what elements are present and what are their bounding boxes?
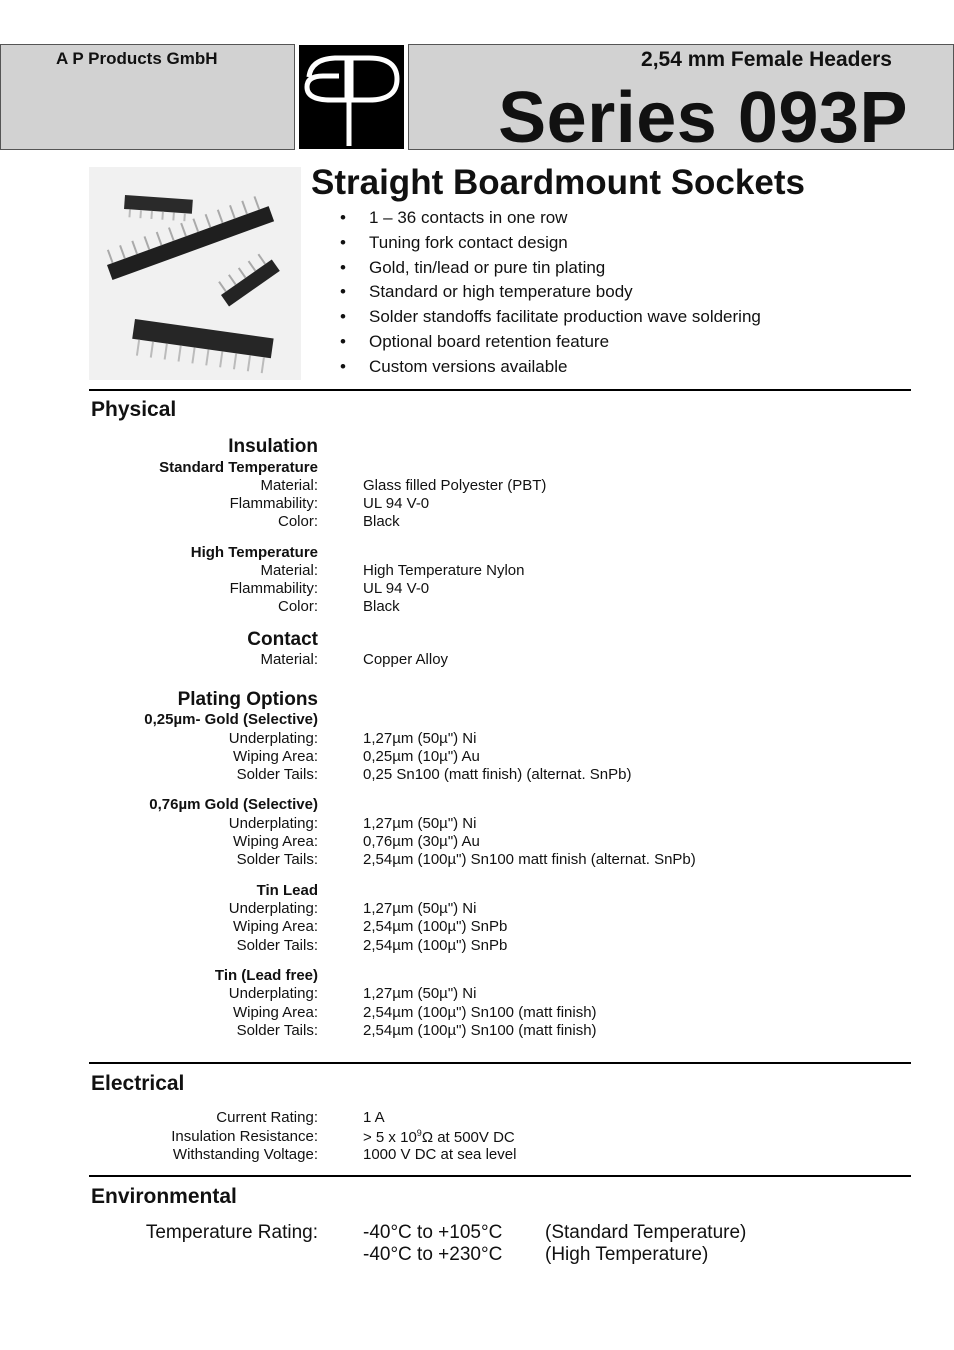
product-photo xyxy=(89,167,301,380)
list-item xyxy=(340,330,761,355)
spec-label: Underplating: xyxy=(228,985,318,1002)
section-title-electrical: Electrical xyxy=(91,1072,185,1095)
bullet-icon: • xyxy=(340,232,346,252)
spec-label: Material: xyxy=(260,477,318,494)
product-subtitle: 2,54 mm Female Headers xyxy=(641,48,892,71)
resistance-exponent: 9 xyxy=(416,1128,422,1138)
current-rating-label: Current Rating: xyxy=(216,1109,318,1126)
list-item xyxy=(340,280,761,305)
section-divider xyxy=(89,1175,911,1177)
spec-label: Color: xyxy=(277,513,318,530)
spec-value: 1,27µm (50µ") Ni xyxy=(363,900,477,917)
spec-value: 0,76µm (30µ") Au xyxy=(363,833,480,850)
standard-temp-heading: Standard Temperature xyxy=(159,459,318,476)
section-title-physical: Physical xyxy=(91,398,177,421)
temperature-range: -40°C to +230°C xyxy=(363,1244,503,1265)
insulation-resistance-label: Insulation Resistance: xyxy=(171,1128,318,1145)
feature-text: Tuning fork contact design xyxy=(369,232,568,252)
feature-list xyxy=(340,206,761,380)
spec-value: 0,25µm (10µ") Au xyxy=(363,748,480,765)
spec-value: Copper Alloy xyxy=(363,651,449,668)
spec-label: Flammability: xyxy=(229,580,318,597)
section-divider xyxy=(89,389,911,391)
feature-text: 1 – 36 contacts in one row xyxy=(369,208,568,227)
list-item xyxy=(340,305,761,330)
feature-text: Solder standoffs facilitate production wave soldering xyxy=(369,307,761,327)
list-item xyxy=(340,256,761,281)
spec-label: Wiping Area: xyxy=(232,748,318,765)
spec-label: Underplating: xyxy=(228,815,318,832)
spec-label: Material: xyxy=(260,562,318,579)
spec-label: Wiping Area: xyxy=(232,918,318,935)
spec-label: Flammability: xyxy=(229,495,318,512)
current-rating-value: 1 A xyxy=(363,1109,385,1126)
spec-label: Solder Tails: xyxy=(236,1022,318,1039)
plating-group-heading: 0,76µm Gold (Selective) xyxy=(149,796,318,813)
spec-value: Black xyxy=(363,598,400,615)
resistance-unit: Ω at 500V DC xyxy=(421,1129,515,1146)
bullet-icon: • xyxy=(340,331,346,351)
spec-label: Solder Tails: xyxy=(236,851,318,868)
list-item xyxy=(340,231,761,256)
spec-value: High Temperature Nylon xyxy=(363,562,525,579)
feature-text: Standard or high temperature body xyxy=(369,282,633,302)
ap-logo xyxy=(299,45,404,149)
plating-heading: Plating Options xyxy=(177,689,318,710)
resistance-base: > 5 x 10 xyxy=(363,1129,417,1146)
plating-group-heading: 0,25µm- Gold (Selective) xyxy=(144,711,318,728)
spec-label: Wiping Area: xyxy=(232,833,318,850)
spec-label: Wiping Area: xyxy=(232,1004,318,1021)
spec-value: Glass filled Polyester (PBT) xyxy=(363,477,547,494)
section-title-environmental: Environmental xyxy=(91,1185,237,1208)
ap-logo-mark xyxy=(299,45,404,149)
spec-label: Solder Tails: xyxy=(236,937,318,954)
list-item xyxy=(340,206,761,231)
spec-value: UL 94 V-0 xyxy=(363,580,430,597)
bullet-icon: • xyxy=(340,257,346,277)
spec-label: Color: xyxy=(277,598,318,615)
company-name: A P Products GmbH xyxy=(56,49,218,68)
spec-value: UL 94 V-0 xyxy=(363,495,430,512)
contact-heading: Contact xyxy=(247,629,318,650)
insulation-resistance-value xyxy=(363,1128,515,1146)
feature-text: Gold, tin/lead or pure tin plating xyxy=(369,257,606,277)
plating-group-heading: Tin (Lead free) xyxy=(214,967,318,984)
spec-value: 2,54µm (100µ") SnPb xyxy=(363,918,508,935)
spec-value: 2,54µm (100µ") Sn100 matt finish (alternat. SnPb) xyxy=(363,851,696,868)
spec-value: 1,27µm (50µ") Ni xyxy=(363,985,477,1002)
spec-value: 2,54µm (100µ") Sn100 (matt finish) xyxy=(363,1004,597,1021)
spec-value: Black xyxy=(363,513,400,530)
temperature-rating-label: Temperature Rating: xyxy=(145,1222,318,1243)
spec-label: Underplating: xyxy=(228,900,318,917)
bullet-icon: • xyxy=(340,282,346,302)
socket-strips-image xyxy=(89,167,301,380)
spec-value: 0,25 Sn100 (matt finish) (alternat. SnPb) xyxy=(363,766,632,783)
insulation-heading: Insulation xyxy=(228,436,318,457)
withstanding-voltage-value: 1000 V DC at sea level xyxy=(363,1146,517,1163)
temperature-note: (High Temperature) xyxy=(545,1244,709,1265)
series-title: Series 093P xyxy=(498,78,908,158)
spec-label: Material: xyxy=(260,651,318,668)
high-temp-heading: High Temperature xyxy=(190,544,318,561)
feature-text: Custom versions available xyxy=(369,356,568,376)
section-divider xyxy=(89,1062,911,1064)
bullet-icon: • xyxy=(340,208,346,227)
spec-value: 2,54µm (100µ") Sn100 (matt finish) xyxy=(363,1022,597,1039)
temperature-note: (Standard Temperature) xyxy=(545,1222,747,1243)
bullet-icon: • xyxy=(340,307,346,327)
page-title: Straight Boardmount Sockets xyxy=(311,163,805,202)
spec-value: 1,27µm (50µ") Ni xyxy=(363,730,477,747)
temperature-range: -40°C to +105°C xyxy=(363,1222,503,1243)
spec-value: 1,27µm (50µ") Ni xyxy=(363,815,477,832)
plating-group-heading: Tin Lead xyxy=(256,882,318,899)
spec-value: 2,54µm (100µ") SnPb xyxy=(363,937,508,954)
list-item xyxy=(340,355,761,380)
spec-label: Underplating: xyxy=(228,730,318,747)
bullet-icon: • xyxy=(340,356,346,376)
withstanding-voltage-label: Withstanding Voltage: xyxy=(172,1146,318,1163)
feature-text: Optional board retention feature xyxy=(369,331,610,351)
spec-label: Solder Tails: xyxy=(236,766,318,783)
